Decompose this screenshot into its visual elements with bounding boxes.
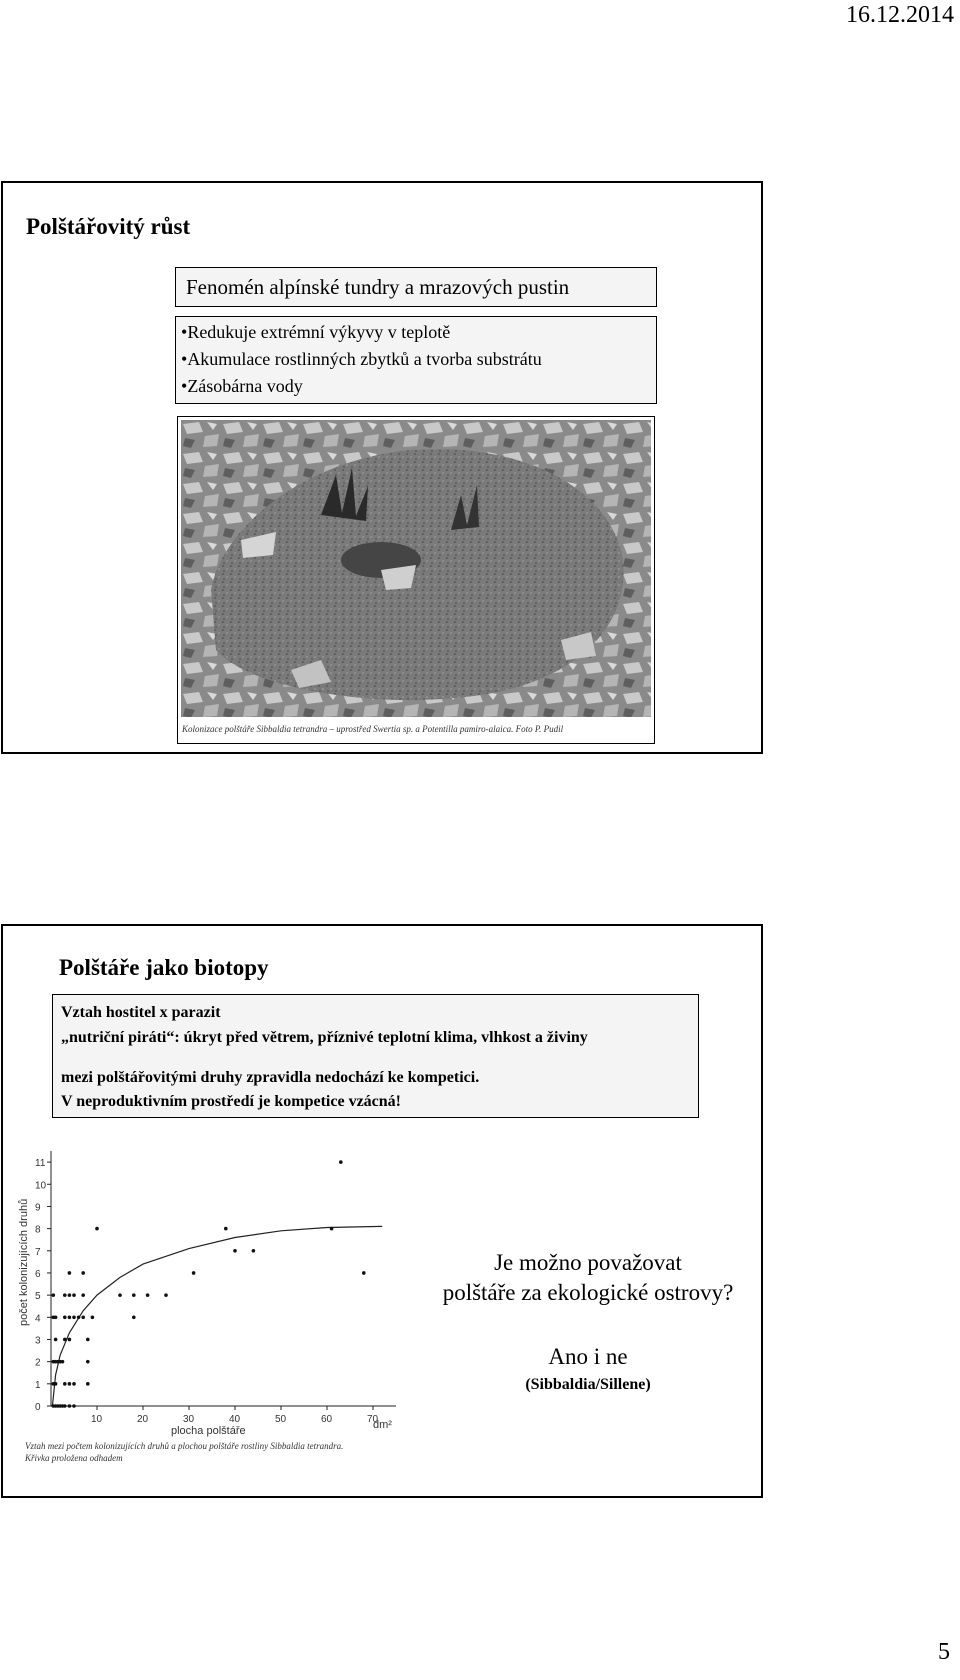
data-point [95, 1227, 99, 1231]
slide-2-title: Polštáře jako biotopy [59, 955, 269, 980]
info-box [52, 994, 699, 1118]
x-tick-label: 10 [91, 1414, 103, 1425]
answer-note: (Sibbaldia/Sillene) [525, 1376, 651, 1393]
cushion-photo-frame [177, 416, 655, 744]
print-date: 16.12.2014 [846, 2, 954, 28]
data-point [54, 1382, 58, 1386]
bullet-item: •Zásobárna vody [181, 376, 303, 396]
data-point [192, 1271, 196, 1275]
y-tick-label: 1 [35, 1379, 41, 1391]
answer-text: Ano i ne [548, 1344, 628, 1369]
y-axis-label: počet kolonizujících druhů [18, 1198, 30, 1326]
data-point [54, 1316, 58, 1320]
data-point [63, 1338, 67, 1342]
data-point [164, 1293, 168, 1297]
info-line: „nutriční piráti“: úkryt před větrem, příznivé teplotní klima, vlhkost a živiny [61, 1029, 588, 1046]
chart-area [18, 1136, 421, 1476]
y-tick-label: 3 [35, 1335, 41, 1347]
x-tick-label: 40 [229, 1414, 241, 1425]
data-point [68, 1338, 72, 1342]
y-tick-label: 8 [35, 1224, 41, 1236]
data-point [362, 1271, 366, 1275]
subtitle-box [175, 267, 657, 307]
scatter-chart [18, 1136, 421, 1437]
data-point [52, 1293, 56, 1297]
data-point [252, 1249, 256, 1253]
bullet-text: Akumulace rostlinných zbytků a tvorba substrátu [187, 349, 542, 369]
y-tick-label: 6 [35, 1268, 41, 1280]
data-point [91, 1316, 95, 1320]
data-point [68, 1316, 72, 1320]
info-line: Vztah hostitel x parazit [61, 1004, 221, 1021]
photo-caption: Kolonizace polštáře Sibbaldia tetrandra – uprostřed Swertia sp. a Potentilla pamiro-alaica. Foto P. Pudil [182, 724, 564, 734]
x-tick-label: 20 [137, 1414, 149, 1425]
data-point [63, 1382, 67, 1386]
x-tick-label: 70 [367, 1414, 379, 1425]
slide-1 [1, 181, 763, 754]
x-tick-label: 50 [275, 1414, 287, 1425]
y-tick-label: 7 [35, 1246, 41, 1258]
y-tick-label: 10 [35, 1180, 47, 1192]
data-point [81, 1293, 85, 1297]
bullet-text: Redukuje extrémní výkyvy v teplotě [187, 322, 451, 342]
data-point [86, 1382, 90, 1386]
data-point [81, 1316, 85, 1320]
data-point [68, 1404, 72, 1408]
data-point [233, 1249, 237, 1253]
data-point [86, 1360, 90, 1364]
question-line-2: polštáře za ekologické ostrovy? [442, 1280, 734, 1305]
y-tick-label: 9 [35, 1202, 41, 1214]
data-point [72, 1404, 76, 1408]
data-point [72, 1316, 76, 1320]
bullet-box [175, 316, 657, 404]
y-tick-label: 11 [35, 1158, 46, 1170]
page-number: 5 [938, 1639, 950, 1665]
y-tick-label: 2 [35, 1357, 41, 1369]
data-point [146, 1293, 150, 1297]
x-axis-unit: dm² [373, 1419, 392, 1431]
slide-1-title: Polštářovitý růst [26, 214, 191, 239]
data-point [68, 1271, 72, 1275]
data-point [77, 1316, 81, 1320]
data-point [339, 1160, 343, 1164]
x-axis-label: plocha polštáře [171, 1425, 246, 1437]
data-point [86, 1338, 90, 1342]
y-tick-label: 0 [35, 1402, 41, 1413]
x-tick-label: 60 [321, 1414, 333, 1425]
data-point [118, 1293, 122, 1297]
data-point [68, 1382, 72, 1386]
data-point [63, 1293, 67, 1297]
chart-caption: Vztah mezi počtem kolonizujících druhů a plochou polštáře rostliny Sibbaldia tetrandra. [25, 1441, 344, 1451]
data-point [224, 1227, 228, 1231]
data-point [132, 1316, 136, 1320]
question-line-1: Je možno považovat [494, 1250, 682, 1275]
info-line: mezi polštářovitými druhy zpravidla nedochází ke kompetici. [61, 1069, 480, 1086]
data-point [63, 1316, 67, 1320]
data-point [54, 1338, 58, 1342]
data-point [72, 1382, 76, 1386]
slide-2 [1, 924, 763, 1498]
data-point [81, 1271, 85, 1275]
y-tick-label: 4 [35, 1313, 41, 1325]
x-tick-label: 30 [183, 1414, 195, 1425]
bullet-item: •Redukuje extrémní výkyvy v teplotě [181, 322, 451, 342]
data-point [61, 1360, 65, 1364]
info-line: V neproduktivním prostředí je kompetice vzácná! [61, 1093, 401, 1110]
chart-caption-note: Křivka proložena odhadem [25, 1453, 123, 1463]
data-point [63, 1404, 67, 1408]
cushion-plant-photo [181, 420, 651, 717]
data-point [72, 1293, 76, 1297]
data-point [132, 1293, 136, 1297]
data-point [68, 1293, 72, 1297]
subtitle-text: Fenomén alpínské tundry a mrazových pustin [186, 275, 570, 299]
bullet-text: Zásobárna vody [187, 376, 303, 396]
bullet-item: •Akumulace rostlinných zbytků a tvorba substrátu [181, 349, 542, 369]
data-point [330, 1227, 334, 1231]
y-tick-label: 5 [35, 1291, 41, 1303]
fitted-curve [52, 1226, 382, 1406]
